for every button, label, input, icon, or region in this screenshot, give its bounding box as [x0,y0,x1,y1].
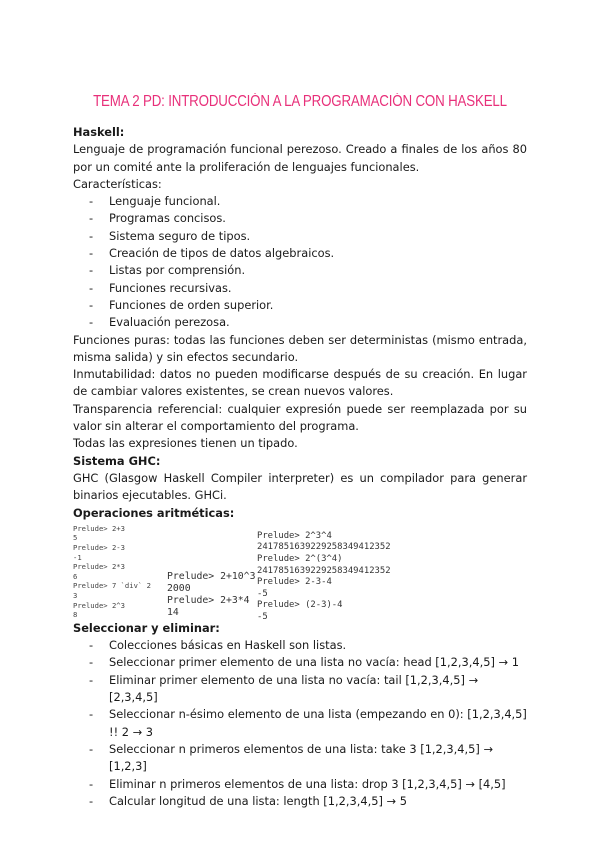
list-item: - Sistema seguro de tipos. [89,228,251,243]
pure-functions-text: Funciones puras: todas las funciones deben ser deterministas (mismo entrada, misma salida) y sin efectos secundario. [73,332,527,364]
haskell-heading: Haskell: [73,125,125,139]
code-column-1: Prelude> 2+3 5 Prelude> 2-3 -1 Prelude> 2*3 6 Prelude> 7 `div` 2 3 Prelude> 2^3 8 [73,523,151,620]
list-item: - Colecciones básicas en Haskell son listas. [89,638,347,653]
select-heading: Seleccionar y eliminar: [73,620,220,635]
list-item: - Lenguaje funcional. [89,194,221,209]
arith-code-screenshot [73,523,527,622]
list-item: - Programas concisos. [89,211,226,226]
list-item: - Seleccionar n-ésimo elemento de una lista (empezando en 0): [1,2,3,4,5] !! 2 → 3 [89,707,527,739]
list-item: - Seleccionar primer elemento de una lista no vacía: head [1,2,3,4,5] → 1 [89,655,519,670]
list-item: - Funciones recursivas. [89,280,232,295]
list-item: - Funciones de orden superior. [89,297,274,312]
code-column-2: Prelude> 2+10^3 2000 Prelude> 2+3*4 14 [167,570,256,619]
features-label: Características: [73,176,162,191]
haskell-intro: Lenguaje de programación funcional perezoso. Creado a finales de los años 80 por un comité ante la proliferación de lenguajes funcionales. [73,142,527,174]
list-item: - Seleccionar n primeros elementos de una lista: take 3 [1,2,3,4,5] → [1,2,3] [89,741,494,774]
features-list [73,193,527,331]
list-item: - Creación de tipos de datos algebraicos. [89,246,335,261]
list-item: - Eliminar primer elemento de una lista no vacía: tail [1,2,3,4,5] → [2,3,4,5] [89,672,479,705]
list-item: - Eliminar n primeros elementos de una lista: drop 3 [1,2,3,4,5] → [4,5] [89,776,506,791]
list-item: - Calcular longitud de una lista: length [1,2,3,4,5] → 5 [89,793,407,808]
code-column-3: Prelude> 2^3^4 2417851639229258349412352 Prelude> 2^(3^4) 2417851639229258349412352 Prelude> 2-3-4 -5 Prelude> (2-3)-4 -5 [257,530,391,622]
ghc-heading: Sistema GHC: [73,453,161,468]
immutability-text: Inmutabilidad: datos no pueden modificarse después de su creación. En lugar de cambiar valores existentes, se crean nuevos valores. [73,367,527,399]
ghc-text: GHC (Glasgow Haskell Compiler interpreter) es un compilador para generar binarios ejecutables. GHCi. [73,470,527,503]
list-item: - Listas por comprensión. [89,263,246,278]
page-title: TEMA 2 PD: INTRODUCCIÓN A LA PROGRAMACIÓN CON HASKELL [93,93,507,110]
document-body [73,124,527,810]
arith-heading: Operaciones aritméticas: [73,505,235,520]
list-item: - Evaluación perezosa. [89,315,230,330]
referential-transparency-text: Transparencia referencial: cualquier expresión puede ser reemplazada por su valor sin alterar el comportamiento del programa. [73,401,527,434]
typing-text: Todas las expresiones tienen un tipado. [73,436,298,451]
select-list [73,637,527,810]
